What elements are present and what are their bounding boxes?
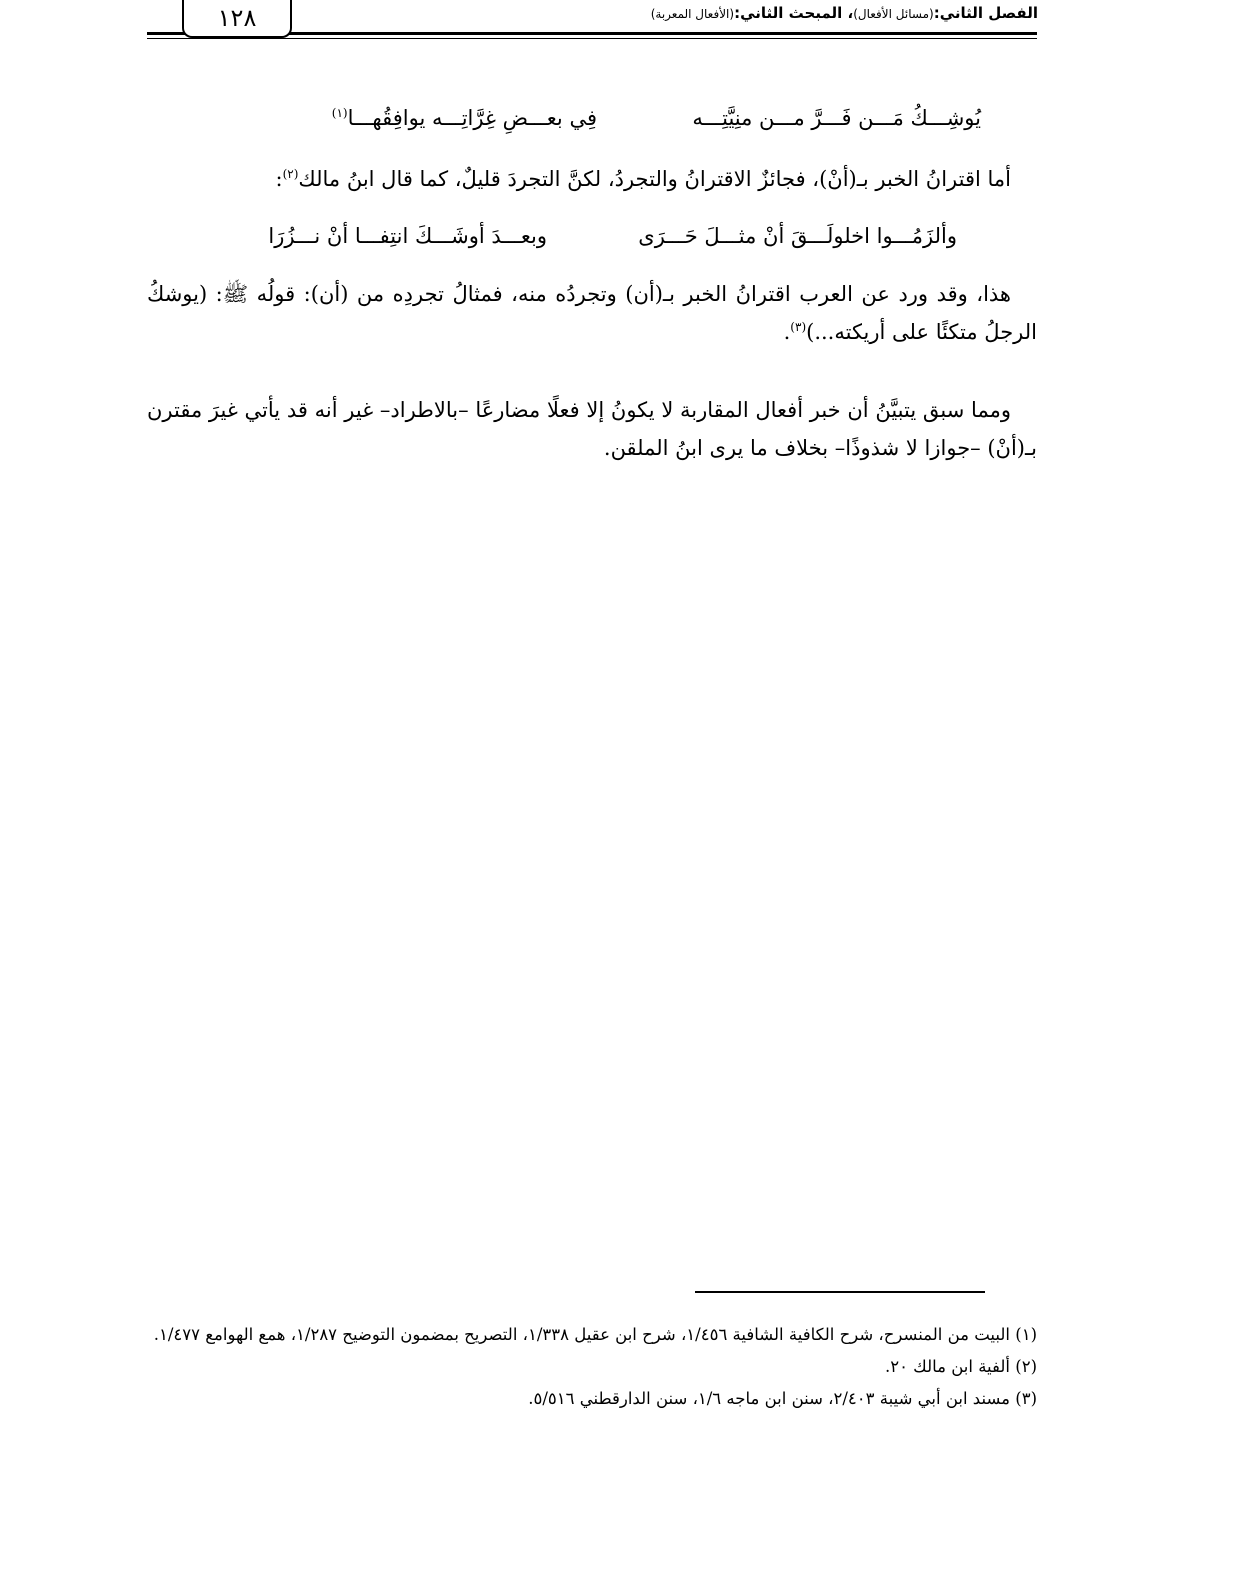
footnotes: [147, 1319, 1037, 1415]
header-comma: ،: [842, 4, 854, 22]
verse-2-second-hemistich: وبعـــدَ أوشَـــكَ انتِفـــا أنْ نـــزُرَا: [268, 224, 547, 248]
running-header: [560, 2, 1038, 25]
paragraph-1: أما اقترانُ الخبر بـ(أنْ)، فجائزٌ الاقترانُ والتجردُ، لكنَّ التجردَ قليلٌ، كما قال ابنُ مالك$^{(٢)}$:: [275, 167, 1011, 191]
footnote-3: (٣) مسند ابن أبي شيبة ٢/٤٠٣، سنن ابن ماجه ١/٦، سنن الدارقطني ٥/٥١٦.: [528, 1389, 1037, 1408]
footnote-ref-3: (٣): [790, 320, 807, 334]
verse-1-first-hemistich: يُوشِـــكُ مَـــن فَـــرَّ مـــن منِيَّتِـــه: [692, 106, 981, 130]
verse-1: [147, 100, 1037, 136]
header-chapter: الفصل الثاني: [939, 4, 1038, 22]
footnote-ref-2: (٢): [282, 167, 299, 181]
header-separator: :: [734, 4, 741, 22]
verse-2: [147, 218, 1037, 254]
footnote-separator: [695, 1291, 985, 1293]
footnote-1: (١) البيت من المنسرح، شرح الكافية الشافية ١/٤٥٦، شرح ابن عقيل ١/٣٣٨، التصريح بمضمون التوضيح ١/٢٨٧، همع الهوامع ١/٤٧٧.: [153, 1325, 1037, 1344]
paragraph-2: هذا، وقد ورد عن العرب اقترانُ الخبر بـ(أن) وتجردُه منه، فمثالُ تجردِه من (أن): قولُه ﷺ: (يوشكُ الرجلُ متكئًا على أريكته...)$^{(٣)}$.: [147, 282, 1037, 344]
header-chapter-topic: (مسائل الأفعال): [853, 7, 934, 21]
footnote-2: (٢) ألفية ابن مالك ٢٠.: [884, 1357, 1037, 1376]
header-separator: :: [933, 4, 940, 22]
header-section: المبحث الثاني: [740, 4, 843, 22]
page-number: ١٢٨: [182, 0, 292, 38]
header-rule-thin: [147, 38, 1037, 39]
footnote-ref-1: (١): [331, 106, 348, 120]
header-section-topic: (الأفعال المعربة): [650, 7, 735, 21]
verse-1-second-hemistich: فِي بعـــضِ غِرَّاتِـــه يوافِقُهـــا$^{(١)}$: [331, 106, 597, 130]
paragraph-3: ومما سبق يتبيَّنُ أن خبر أفعال المقاربة لا يكونُ إلا فعلًا مضارعًا –بالاطراد– غير أنه قد يأتي غيرَ مقترن بـ(أنْ) –جوازا لا شذوذًا– بخلاف ما يرى ابنُ الملقن.: [147, 398, 1037, 460]
verse-2-first-hemistich: وألزَمُـــوا اخلولَـــقَ أنْ مثـــلَ حَـــرَى: [638, 224, 957, 248]
